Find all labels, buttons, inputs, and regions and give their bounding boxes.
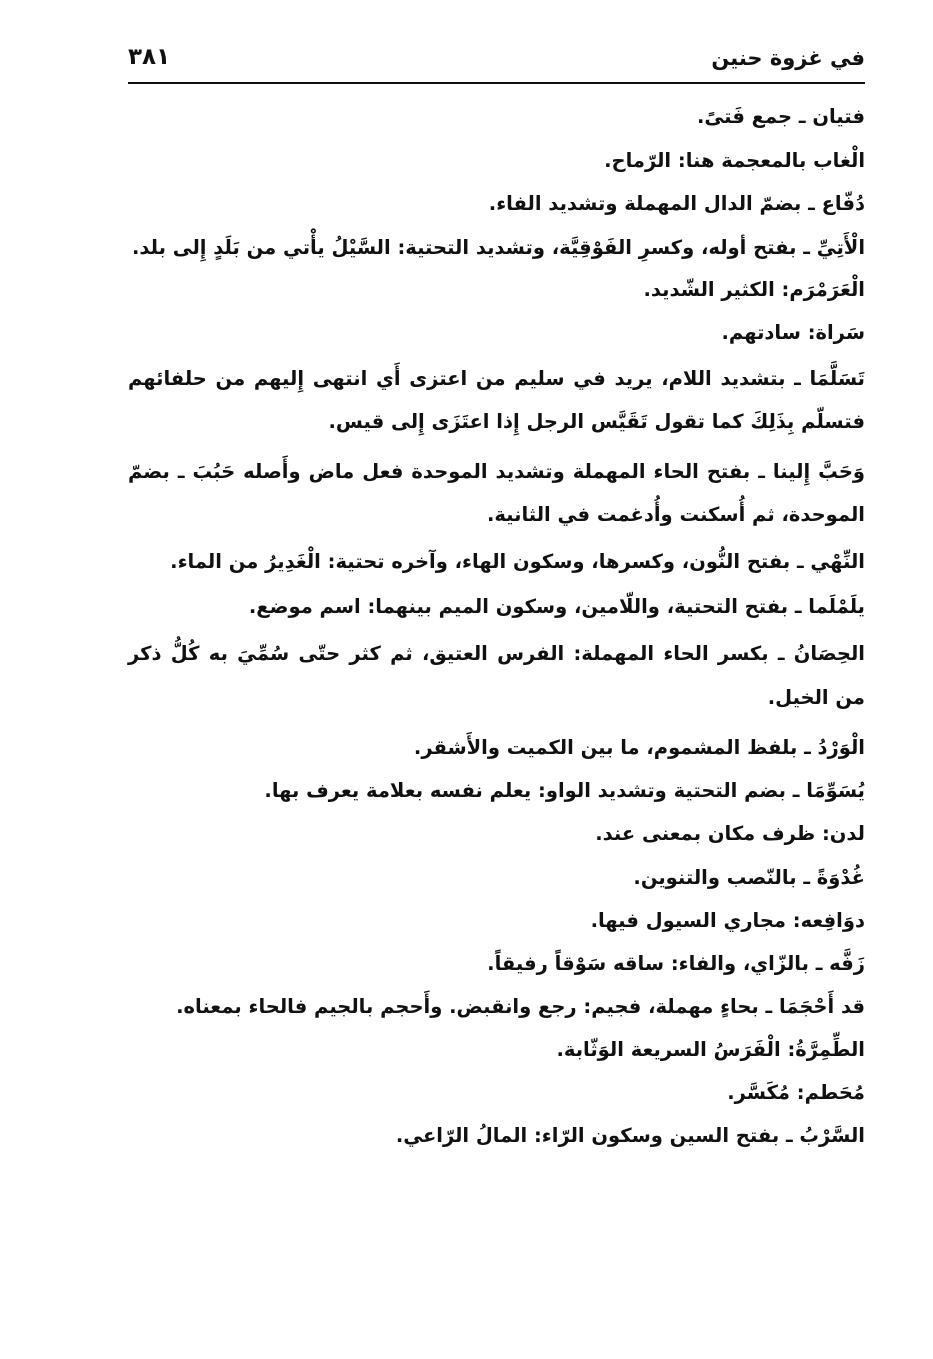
glossary-entry: سَراة: سادتهم. [721, 321, 865, 344]
glossary-entry: الْغاب بالمعجمة هنا: الرّماح. [604, 149, 865, 172]
glossary-entry: الْأَتِيِّ ـ بفتح أوله، وكسرِ الفَوْقِيَّة، وتشديد التحتية: السَّيْلُ يأْتي من بَلَدٍ إِلى بلد. [131, 236, 865, 259]
glossary-entry: لدن: ظرف مكان بمعنى عند. [595, 822, 865, 845]
page-number: ٣٨١ [128, 44, 171, 70]
glossary-entry: يُسَوِّمَا ـ بضم التحتية وتشديد الواو: يعلم نفسه بعلامة يعرف بها. [264, 779, 865, 802]
glossary-entry: الطِّمِرَّةُ: الْفَرَسُ السريعة الوَثّابة. [556, 1038, 865, 1061]
glossary-entry: وَحَبَّ إِلينا ـ بفتح الحاء المهملة وتشديد الموحدة فعل ماض وأَصله حَبُبَ ـ بضمّ الموحدة، ثم أُسكنت وأُدغمت في الثانية. [128, 460, 865, 526]
glossary-entry: يلَمْلَما ـ بفتح التحتية، واللّامين، وسكون الميم بينهما: اسم موضع. [248, 595, 865, 618]
glossary-entry: الْعَرَمْرَم: الكثير الشّديد. [643, 278, 865, 301]
glossary-entry: غُدْوَةً ـ بالنّصب والتنوين. [633, 866, 865, 889]
glossary-entry: دوَافِعه: مجاري السيول فيها. [590, 909, 865, 932]
glossary-entry: الْوَرْدُ ـ بلفظ المشموم، ما بين الكميت والأَشقر. [413, 736, 865, 759]
glossary-entry: تَسَلَّمَا ـ بتشديد اللام، يريد في سليم من اعتزى أَي انتهى إِليهم من حلفائهم فتسلّم بِذَلِكَ كما تقول تَقَيَّس الرجل إِذا اعتَزَى إِلى قيس. [128, 367, 865, 433]
glossary-entry: قد أَحْجَمَا ـ بحاءٍ مهملة، فجيم: رجع وانقبض. وأَحجم بالجيم فالحاء بمعناه. [176, 995, 865, 1018]
glossary-entry: زَفَّه ـ بالزّاي، والفاء: ساقه سَوْقاً رفيقاً. [487, 952, 865, 975]
glossary-entry: مُحَطم: مُكَسَّر. [727, 1081, 865, 1104]
glossary-entry: النِّهْي ـ بفتح النُّون، وكسرها، وسكون الهاء، وآخره تحتية: الْغَدِيرُ من الماء. [170, 550, 865, 573]
glossary-entry: فتيان ـ جمع فَتىً. [697, 105, 865, 128]
page-header [128, 42, 865, 84]
running-title: في غزوة حنين [711, 46, 865, 70]
glossary-entry: الحِصَانُ ـ بكسر الحاء المهملة: الفرس العتيق، ثم كثر حتّى سُمِّيَ به كُلُّ ذكر من الخيل. [128, 642, 865, 709]
glossary-entry: دُفّاع ـ بضمّ الدال المهملة وتشديد الفاء. [488, 192, 865, 215]
glossary-entries [128, 100, 865, 1147]
glossary-entry: السَّرْبُ ـ بفتح السين وسكون الرّاء: المالُ الرّاعي. [395, 1124, 865, 1147]
